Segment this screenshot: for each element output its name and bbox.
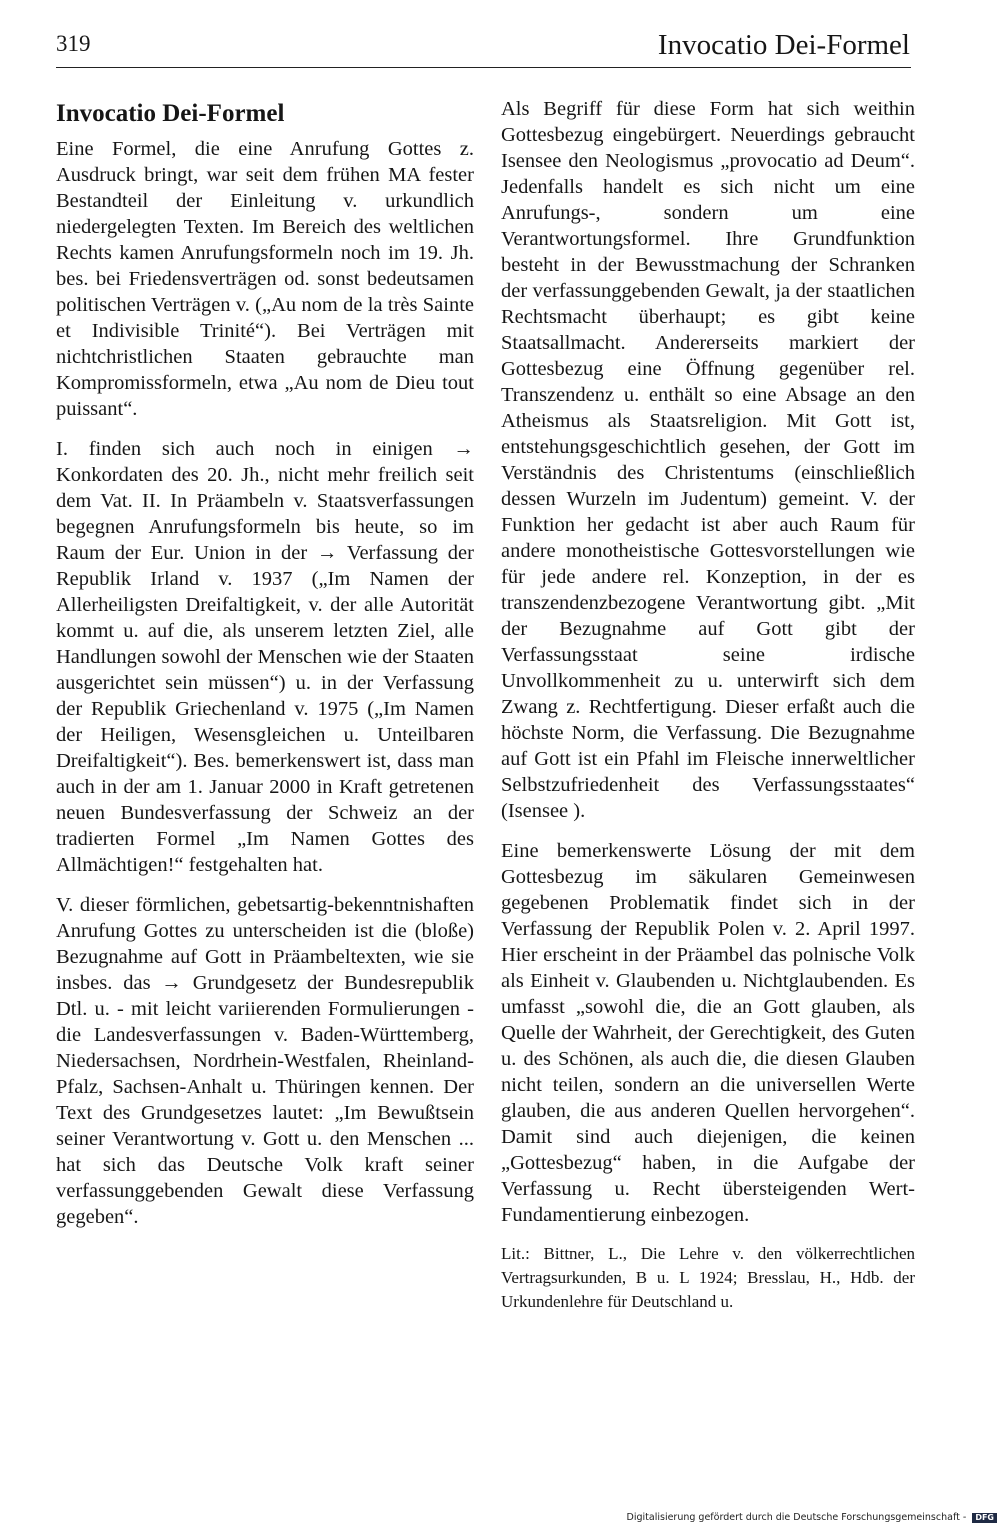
running-head: Invocatio Dei-Formel — [657, 29, 910, 61]
page-number: 319 — [56, 31, 91, 56]
left-column — [56, 96, 474, 1244]
entry-title: Invocatio Dei-Formel — [56, 100, 285, 127]
header-rule — [56, 67, 911, 68]
right-paragraph-1: Als Begriff für diese Form hat sich weithin Gottesbezug eingebürgert. Neuerdings gebraucht Isensee den Neologismus „provocatio ad Deum“. Jedenfalls handelt es sich nicht um eine Anrufungs-, sondern um eine Verantwortungsformel. Ihre Grundfunktion besteht in der Bewusstmachung der Schranken der verfassunggebenden Gewalt, ja der staatlichen Rechtsmacht überhaupt; es gibt keine Staatsallmacht. Andererseits markiert der Gottesbezug eine Öffnung gegenüber rel. Transzendenz u. enthält so eine Absage an den Atheismus als Staatsreligion. Mit Gott ist, entstehungsgeschichtlich gesehen, der Gott im Verständnis des Christentums (einschließlich dessen Wurzeln im Judentum) gemeint. V. der Funktion her gedacht ist aber auch Raum für andere monotheistische Gottesvorstellungen wie für jede andere rel. Konzeption, in der es transzendenzbezogene Verantwortung gibt. „Mit der Bezugnahme auf Gott gibt der Verfassungsstaat seine irdische Unvollkommenheit zu u. unterwirft sich dem Zwang z. Rechtfertigung. Dieser erfaßt auch die höchste Norm, die Verfassung. Die Bezugnahme auf Gott ist ein Pfahl im Fleische innerweltlicher Selbstzufriedenheit des Verfassungsstaates“ (Isensee ). — [501, 98, 915, 822]
left-paragraph-1: Eine Formel, die eine Anrufung Gottes z. Ausdruck bringt, war seit dem frühen MA fester Bestandteil der Einleitung v. urkundlich niedergelegten Texten. Im Bereich des weltlichen Rechts kamen Anrufungsformeln noch im 19. Jh. bes. bei Friedensverträgen od. sonst bedeutsamen politischen Verträgen v. („Au nom de la très Sainte et Indivisible Trinité“). Bei Verträgen mit nichtchristlichen Staaten gebrauchte man Kompromissformeln, etwa „Au nom de Dieu tout puissant“. — [56, 138, 474, 420]
literature-note: Lit.: Bittner, L., Die Lehre v. den völkerrechtlichen Vertragsurkunden, B u. L 1924; Bresslau, H., Hdb. der Urkundenlehre für Deutschland u. — [501, 1244, 915, 1311]
dfg-logo: DFG — [972, 1513, 997, 1523]
footer-credit-text: Digitalisierung gefördert durch die Deutsche Forschungsgemeinschaft - — [626, 1512, 967, 1523]
right-paragraph-2: Eine bemerkenswerte Lösung der mit dem Gottesbezug im säkularen Gemeinwesen gegebenen Problematik findet sich in der Verfassung der Republik Polen v. 2. April 1997. Hier erscheint in der Präambel das polnische Volk als Einheit v. Glaubenden u. Nichtglaubenden. Es umfasst „sowohl die, die an Gott glauben, als Quelle der Wahrheit, der Gerechtigkeit, des Guten u. des Schönen, als auch die, die diesen Glauben nicht teilen, sondern an die universellen Werte glauben, die aus anderen Quellen hervorgehen“. Damit sind auch diejenigen, die keinen „Gottesbezug“ haben, in die Aufgabe der Verfassung u. Recht übersteigenden Wert-Fundamentierung einbezogen. — [501, 840, 915, 1226]
left-paragraph-3: V. dieser förmlichen, gebetsartig-bekenntnishaften Anrufung Gottes zu unterscheiden ist die (bloße) Bezugnahme auf Gott in Präambeltexten, wie sie insbes. das → Grundgesetz der Bundesrepublik Dtl. u. - mit leicht variierenden Formulierungen - die Landesverfassungen v. Baden-Württemberg, Niedersachsen, Nordrhein-Westfalen, Rheinland-Pfalz, Sachsen-Anhalt u. Thüringen kennen. Der Text des Grundgesetzes lautet: „Im Bewußtsein seiner Verantwortung v. Gott u. den Menschen ... hat sich das Deutsche Volk kraft seiner verfassunggebenden Gewalt diese Verfassung gegeben“. — [56, 894, 474, 1228]
footer-credit — [612, 1512, 997, 1524]
right-column — [501, 96, 915, 1331]
left-paragraph-2: I. finden sich auch noch in einigen → Konkordaten des 20. Jh., nicht mehr freilich seit dem Vat. II. In Präambeln v. Staatsverfassungen begegnen Anrufungsformeln bis heute, so im Raum der Eur. Union in der → Verfassung der Republik Irland v. 1937 („Im Namen der Allerheiligsten Dreifaltigkeit, v. der alle Autorität kommt u. auf die, als unserem letzten Ziel, alle Handlungen sowohl der Menschen wie der Staaten ausgerichtet sein müssen“) u. in der Verfassung der Republik Griechenland v. 1975 („Im Namen der Heiligen, Wesensgleichen u. Unteilbaren Dreifaltigkeit“). Bes. bemerkenswert ist, dass man auch in der am 1. Januar 2000 in Kraft getretenen neuen Bundesverfassung der Schweiz an der tradierten Formel „Im Namen Gottes des Allmächtigen!“ festgehalten hat. — [56, 438, 474, 876]
